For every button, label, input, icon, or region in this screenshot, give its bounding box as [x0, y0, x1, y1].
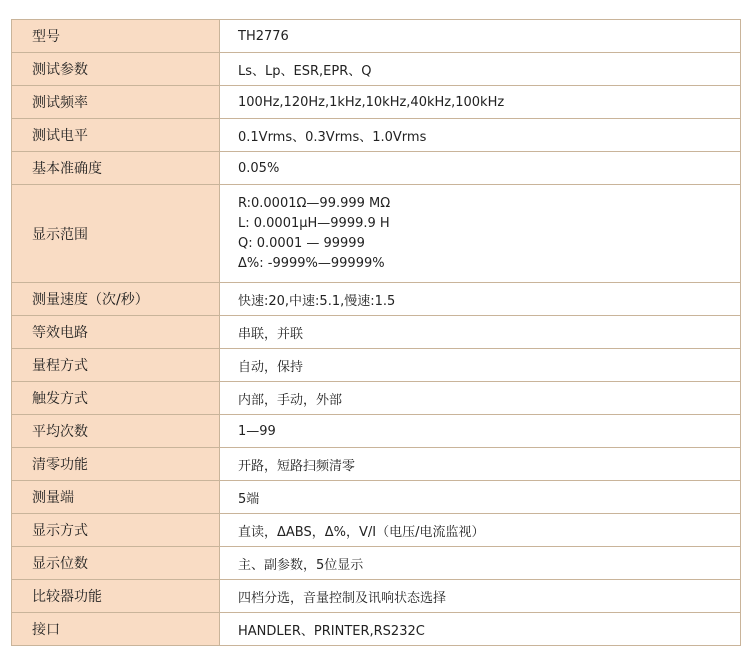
table-row: [12, 119, 741, 152]
row-value: 100Hz,120Hz,1kHz,10kHz,40kHz,100kHz: [220, 86, 741, 119]
row-label: 显示位数: [12, 547, 220, 580]
row-label: 测试电平: [12, 119, 220, 152]
table-row: [12, 547, 741, 580]
table-row: [12, 185, 741, 283]
range-line-r: R:0.0001Ω—99.999 MΩ: [238, 195, 391, 211]
row-value: 0.1Vrms、0.3Vrms、1.0Vrms: [220, 119, 741, 152]
row-label: 测量端: [12, 481, 220, 514]
table-row: [12, 448, 741, 481]
row-value: TH2776: [220, 20, 741, 53]
row-label: 基本准确度: [12, 152, 220, 185]
row-value: 串联，并联: [220, 316, 741, 349]
table-row: [12, 349, 741, 382]
row-label: 比较器功能: [12, 580, 220, 613]
table-row: [12, 382, 741, 415]
row-value: 直读，ΔABS，Δ%，V/I（电压/电流监视）: [220, 514, 741, 547]
table-row: [12, 283, 741, 316]
row-value: Ls、Lp、ESR,EPR、Q: [220, 53, 741, 86]
row-label: 清零功能: [12, 448, 220, 481]
row-value: 自动，保持: [220, 349, 741, 382]
row-value: 四档分选，音量控制及讯响状态选择: [220, 580, 741, 613]
row-label: 显示范围: [12, 185, 220, 283]
row-label: 测试频率: [12, 86, 220, 119]
table-row: [12, 514, 741, 547]
row-label: 平均次数: [12, 415, 220, 448]
row-label: 测量速度（次/秒）: [12, 283, 220, 316]
table-row: [12, 613, 741, 646]
row-value: 开路，短路扫频清零: [220, 448, 741, 481]
table-row: [12, 20, 741, 53]
row-value: 5端: [220, 481, 741, 514]
table-row: [12, 415, 741, 448]
row-value: 内部，手动，外部: [220, 382, 741, 415]
display-range-values: [220, 185, 741, 283]
table-row: [12, 53, 741, 86]
table-row: [12, 86, 741, 119]
row-value: 1—99: [220, 415, 741, 448]
row-label: 量程方式: [12, 349, 220, 382]
row-label: 触发方式: [12, 382, 220, 415]
row-label: 接口: [12, 613, 220, 646]
table-row: [12, 152, 741, 185]
row-label: 显示方式: [12, 514, 220, 547]
row-value: HANDLER、PRINTER,RS232C: [220, 613, 741, 646]
row-label: 型号: [12, 20, 220, 53]
row-value: 快速:20,中速:5.1,慢速:1.5: [220, 283, 741, 316]
table-row: [12, 580, 741, 613]
table-row: [12, 481, 741, 514]
range-line-q: Q: 0.0001 — 99999: [238, 235, 365, 251]
range-line-l: L: 0.0001μH—9999.9 H: [238, 215, 390, 231]
spec-table: [11, 19, 741, 646]
row-value: 主、副参数，5位显示: [220, 547, 741, 580]
table-row: [12, 316, 741, 349]
row-label: 等效电路: [12, 316, 220, 349]
row-label: 测试参数: [12, 53, 220, 86]
range-line-delta: Δ%: -9999%—99999%: [238, 255, 385, 271]
row-value: 0.05%: [220, 152, 741, 185]
